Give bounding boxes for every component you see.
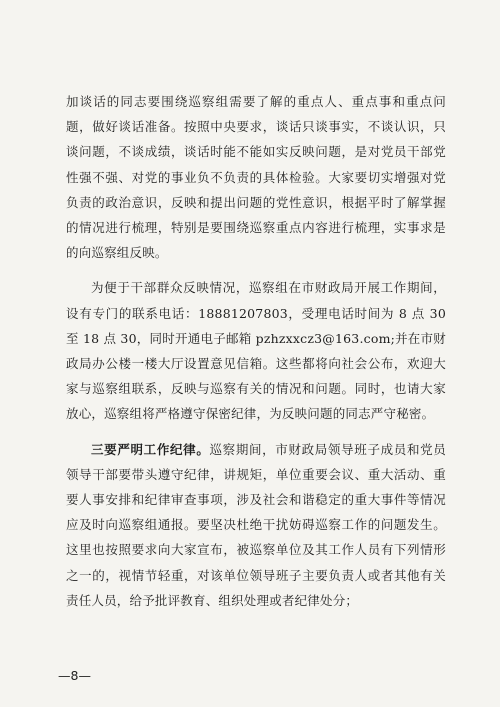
document-body xyxy=(66,89,446,613)
page-number: —8— xyxy=(58,668,91,683)
paragraph-2: 为便于干部群众反映情况，巡察组在市财政局开展工作期间，设有专门的联系电话：18881207803，受理电话时间为 8 点 30 至 18 点 30，同时开通电子邮箱 pzhzxxcz3@163.com;并在市财政局办公楼一楼大厅设置意见信箱。这些都将向社会公布，欢迎大家与巡察组联系，反映与巡察有关的情况和问题。同时，也请大家放心，巡察组将严格遵守保密纪律，为反映问题的同志严守秘密。 xyxy=(66,280,446,422)
paragraph-3 xyxy=(66,437,446,613)
paragraph-1: 加谈话的同志要围绕巡察组需要了解的重点人、重点事和重点问题，做好谈话准备。按照中央要求，谈话只谈事实，不谈认识，只谈问题，不谈成绩，谈话时能不能如实反映问题，是对党员干部党性强不强、对党的事业负不负责的具体检验。大家要切实增强对党负责的政治意识，反映和提出问题的党性意识，根据平时了解掌握的情况进行梳理，特别是要围绕巡察重点内容进行梳理，实事求是的向巡察组反映。 xyxy=(66,94,446,261)
section-heading: 三要严明工作纪律。 xyxy=(91,441,210,457)
paragraph-3-body: 巡察期间，市财政局领导班子成员和党员领导干部要带头遵守纪律，讲规矩，单位重要会议、重大活动、重要人事安排和纪律审查事项，涉及社会和谐稳定的重大事件等情况应及时向巡察组通报。要坚决杜绝干扰妨碍巡察工作的问题发生。这里也按照要求向大家宣布，被巡察单位及其工作人员有下列情形之一的，视情节轻重，对该单位领导班子主要负责人或者其他有关责任人员，给予批评教育、组织处理或者纪律处分； xyxy=(66,441,446,608)
